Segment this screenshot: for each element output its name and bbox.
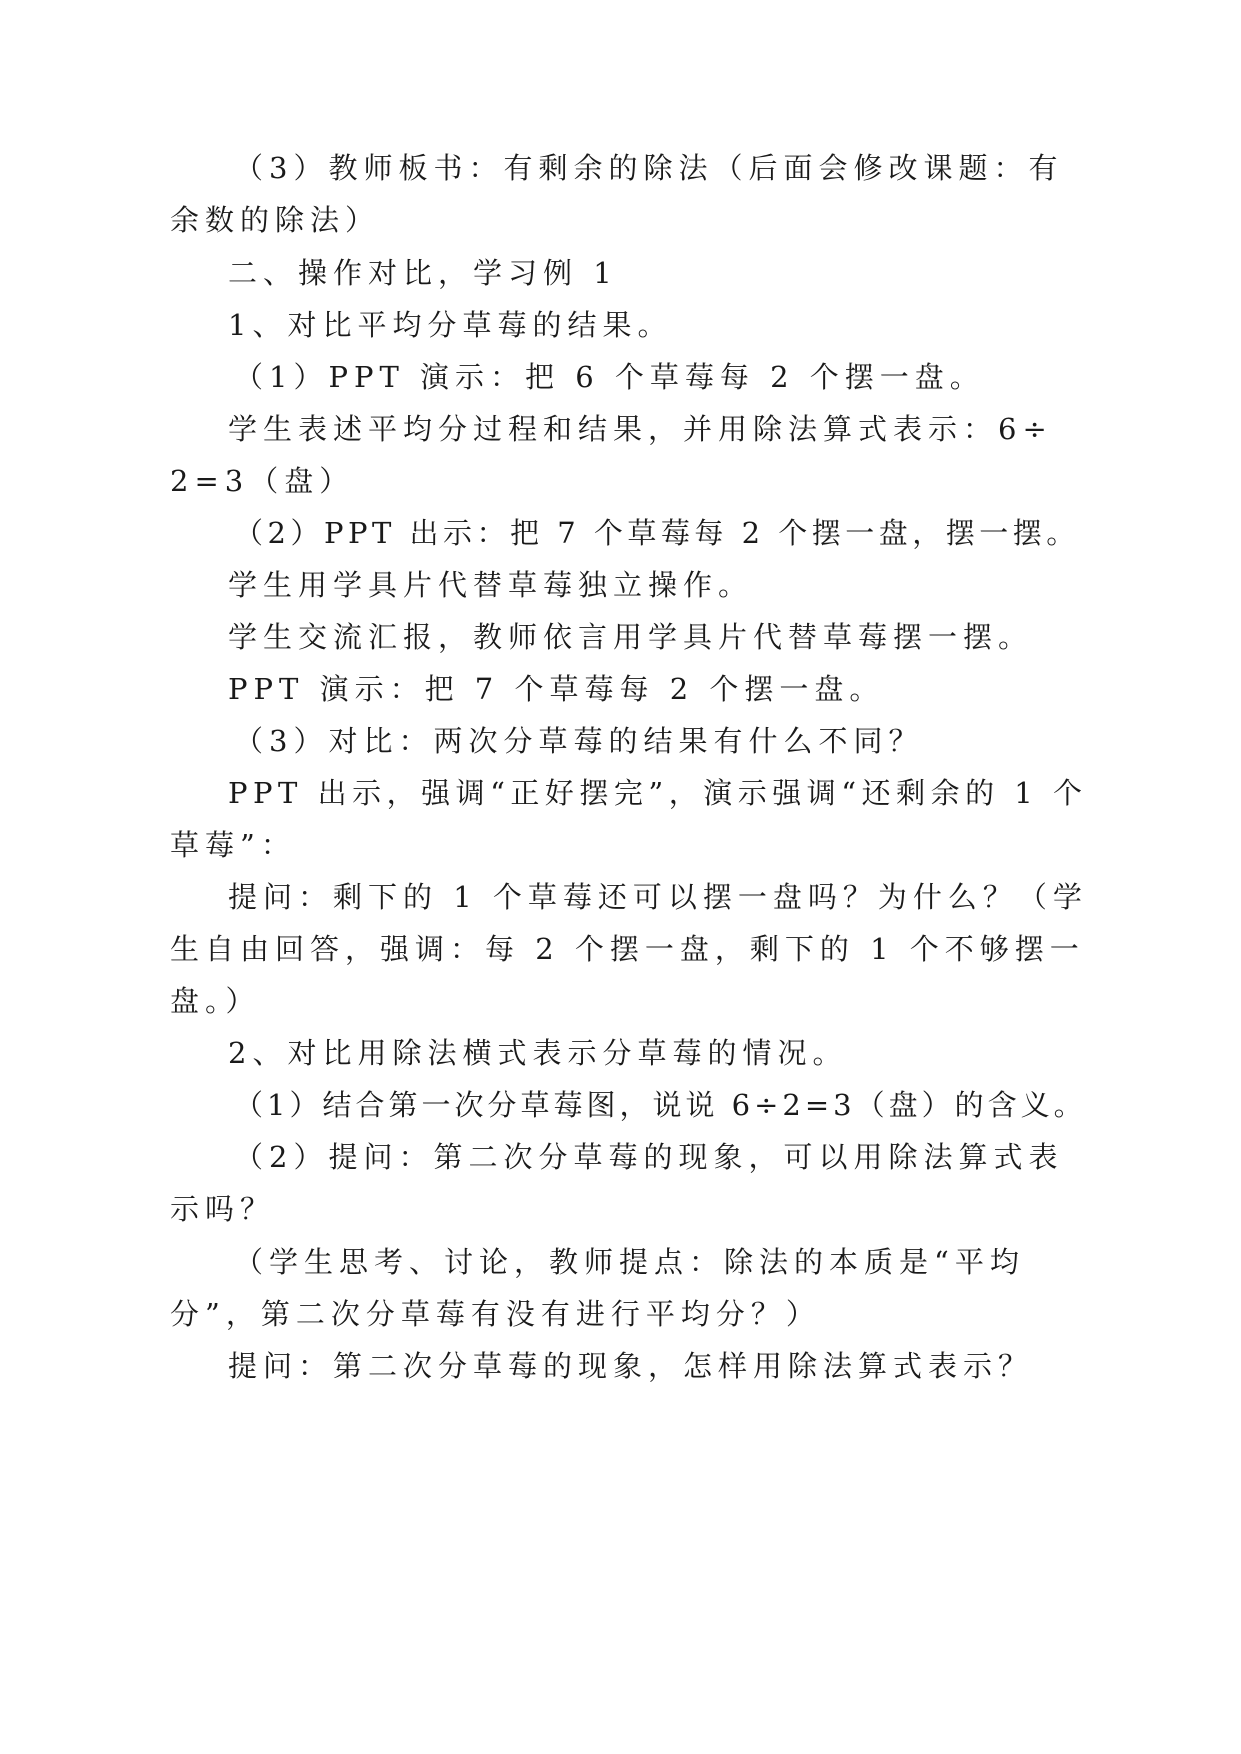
text-line: 2=3（盘） <box>170 464 355 498</box>
text-line: 分”，第二次分草莓有没有进行平均分？） <box>170 1297 821 1331</box>
text-line: （学生思考、讨论，教师提点：除法的本质是“平均 <box>234 1245 1025 1279</box>
text-line: 生自由回答，强调：每 2 个摆一盘，剩下的 1 个不够摆一 <box>170 932 1085 966</box>
text-line: （3）对比：两次分草莓的结果有什么不同？ <box>234 724 924 758</box>
text-line: （3）教师板书：有剩余的除法（后面会修改课题：有 <box>234 151 1064 185</box>
text-line: （2）PPT 出示：把 7 个草莓每 2 个摆一盘，摆一摆。 <box>234 516 1080 550</box>
text-line: 草莓”： <box>170 828 296 862</box>
text-line: （1）PPT 演示：把 6 个草莓每 2 个摆一盘。 <box>234 360 985 394</box>
text-line: （2）提问：第二次分草莓的现象，可以用除法算式表 <box>234 1140 1064 1174</box>
section-heading: 二、操作对比，学习例 1 <box>228 256 618 290</box>
text-line: 提问：第二次分草莓的现象，怎样用除法算式表示？ <box>228 1349 1034 1383</box>
text-line: PPT 演示：把 7 个草莓每 2 个摆一盘。 <box>228 672 885 706</box>
text-line: 学生交流汇报，教师依言用学具片代替草莓摆一摆。 <box>228 620 1034 654</box>
text-line: 盘。） <box>170 984 261 1018</box>
text-line: 提问：剩下的 1 个草莓还可以摆一盘吗？为什么？（学 <box>228 880 1088 914</box>
text-line: 学生表述平均分过程和结果，并用除法算式表示：6÷ <box>228 412 1053 446</box>
subsection-heading: 1、对比平均分草莓的结果。 <box>228 308 673 342</box>
subsection-heading: 2、对比用除法横式表示分草莓的情况。 <box>228 1036 848 1070</box>
text-line: （1）结合第一次分草莓图，说说 6÷2=3（盘）的含义。 <box>234 1088 1087 1122</box>
text-line: 余数的除法） <box>170 203 381 237</box>
text-line: PPT 出示，强调“正好摆完”，演示强调“还剩余的 1 个 <box>228 776 1088 810</box>
text-line: 学生用学具片代替草莓独立操作。 <box>228 568 754 602</box>
text-line: 示吗？ <box>170 1192 276 1226</box>
